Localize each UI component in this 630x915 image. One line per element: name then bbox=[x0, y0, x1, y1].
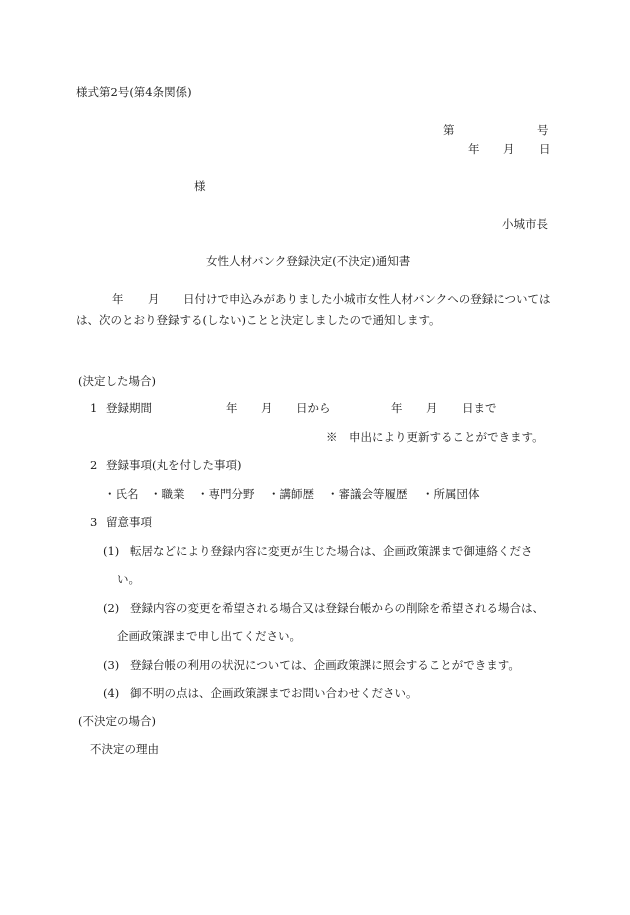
note1-text-line2: い。 bbox=[117, 572, 140, 586]
note3-number: (3) bbox=[103, 658, 120, 672]
item1-from-day: 日から bbox=[296, 401, 331, 415]
intro-year: 年 bbox=[112, 292, 124, 306]
item1-label: 登録期間 bbox=[106, 401, 152, 415]
document-title: 女性人材バンク登録決定(不決定)通知書 bbox=[206, 254, 411, 268]
decided-heading: (決定した場合) bbox=[78, 374, 156, 388]
issuer: 小城市長 bbox=[502, 217, 548, 231]
option-occupation: ・職業 bbox=[150, 487, 185, 501]
item3-label: 留意事項 bbox=[106, 515, 152, 529]
form-reference: 様式第2号(第4条関係) bbox=[76, 85, 192, 99]
option-name: ・氏名 bbox=[104, 487, 139, 501]
option-lecture-history: ・講師歴 bbox=[268, 487, 314, 501]
item1-to-day: 日まで bbox=[462, 401, 497, 415]
date-month: 月 bbox=[503, 142, 515, 156]
item1-from-year: 年 bbox=[226, 401, 238, 415]
not-decided-heading: (不決定の場合) bbox=[78, 714, 156, 728]
intro-month: 月 bbox=[148, 292, 160, 306]
document-number-prefix: 第 bbox=[443, 123, 455, 137]
document-number-suffix: 号 bbox=[537, 123, 549, 137]
item1-from-month: 月 bbox=[261, 401, 273, 415]
option-council-history: ・審議会等履歴 bbox=[327, 487, 408, 501]
option-organization: ・所属団体 bbox=[422, 487, 480, 501]
not-decided-reason-label: 不決定の理由 bbox=[90, 742, 159, 756]
note3-text: 登録台帳の利用の状況については、企画政策課に照会することができます。 bbox=[130, 658, 520, 672]
note4-number: (4) bbox=[103, 686, 120, 700]
note2-number: (2) bbox=[103, 601, 120, 615]
note1-text: 転居などにより登録内容に変更が生じた場合は、企画政策課まで御連絡くださ bbox=[130, 544, 533, 558]
note1-number: (1) bbox=[103, 544, 120, 558]
item2-number: 2 bbox=[90, 458, 98, 472]
date-year: 年 bbox=[468, 142, 480, 156]
option-specialty: ・専門分野 bbox=[197, 487, 255, 501]
renewal-note: ※ 申出により更新することができます。 bbox=[326, 430, 544, 444]
note2-text: 登録内容の変更を希望される場合又は登録台帳からの削除を希望される場合は、 bbox=[130, 601, 544, 615]
intro-text: 日付けで申込みがありました小城市女性人材バンクへの登録については bbox=[183, 292, 551, 306]
note2-text-line2: 企画政策課まで申し出てください。 bbox=[117, 629, 301, 643]
item1-number: 1 bbox=[90, 401, 98, 415]
addressee-suffix: 様 bbox=[194, 179, 206, 193]
note4-text: 御不明の点は、企画政策課までお問い合わせください。 bbox=[130, 686, 418, 700]
intro-text-line2: は、次のとおり登録する(しない)ことと決定しましたので通知します。 bbox=[76, 313, 441, 327]
item2-label: 登録事項(丸を付した事項) bbox=[106, 458, 242, 472]
item3-number: 3 bbox=[90, 515, 98, 529]
item1-to-month: 月 bbox=[426, 401, 438, 415]
item1-to-year: 年 bbox=[391, 401, 403, 415]
date-day: 日 bbox=[539, 142, 551, 156]
